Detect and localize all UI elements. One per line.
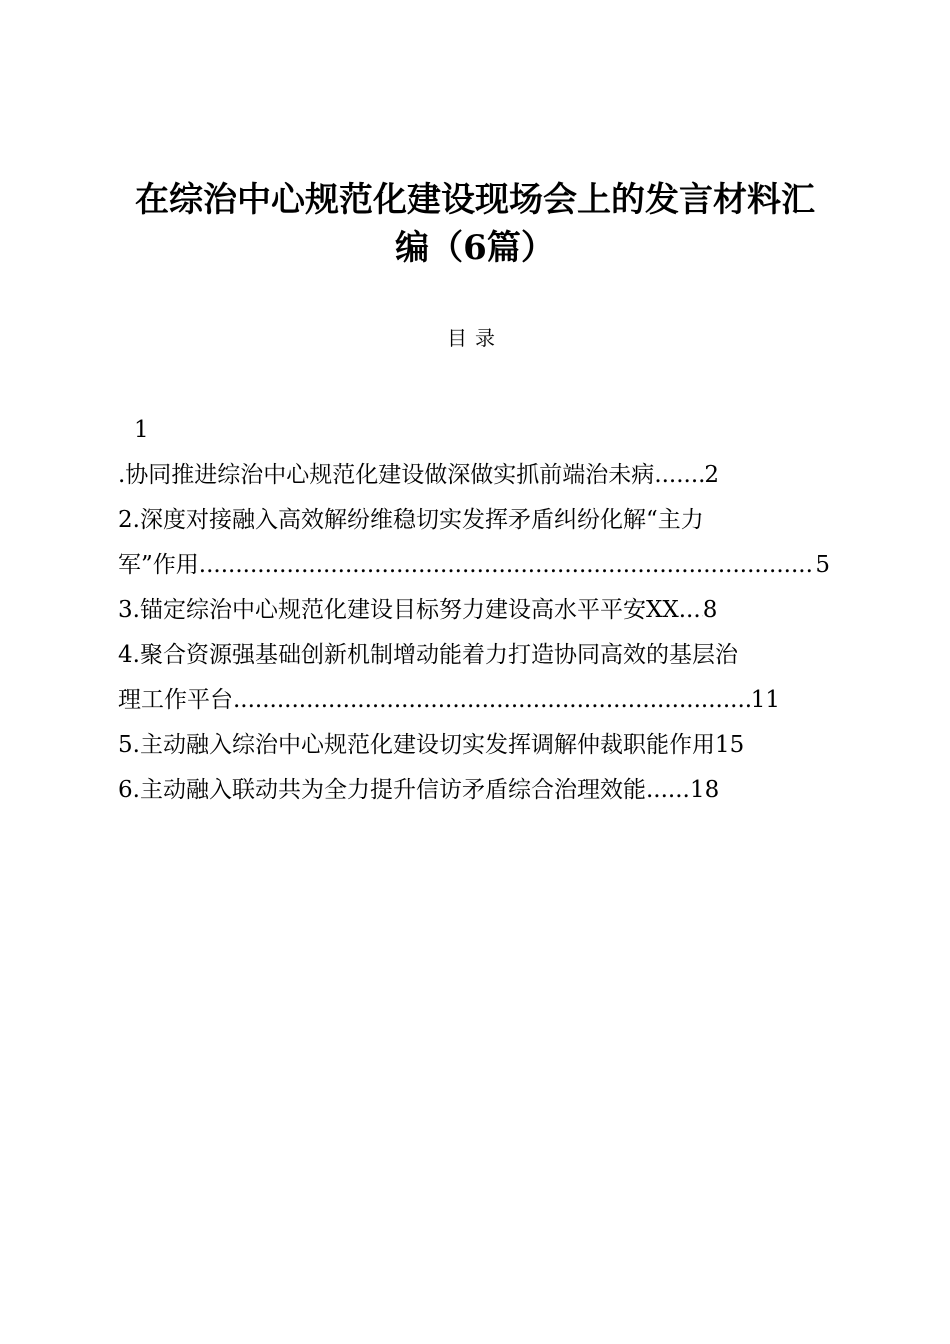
toc-entry-3-page: 8 [702, 597, 718, 623]
toc-entry-5-text: 5.主动融入综治中心规范化建设切实发挥调解仲裁职能作用 [118, 732, 715, 758]
toc-entry-4-line-1[interactable]: 4.聚合资源强基础创新机制增动能着力打造协同高效的基层治 [118, 642, 738, 668]
toc-entry-2[interactable] [118, 543, 830, 588]
toc-entry-2-line-1[interactable]: 2.深度对接融入高效解纷维稳切实发挥矛盾纠纷化解“主力 [118, 507, 704, 533]
table-of-contents [118, 408, 830, 813]
toc-leader-dots [233, 678, 751, 723]
toc-entry-1-page: 2 [704, 462, 719, 488]
toc-entry-1[interactable] [118, 453, 830, 498]
title-line-2: 编（6篇） [395, 228, 555, 268]
toc-entry-3[interactable] [118, 588, 830, 633]
toc-entry-2-text: 军”作用 [118, 552, 199, 578]
toc-entry-3-text: 3.锚定综治中心规范化建设目标努力建设高水平平安XX [118, 597, 679, 623]
toc-entry-5-page: 15 [714, 732, 745, 758]
title-line-1: 在综治中心规范化建设现场会上的发言材料汇 [135, 180, 815, 220]
toc-entry-5[interactable] [118, 723, 830, 768]
document-title [110, 176, 840, 272]
toc-entry-6[interactable] [118, 768, 830, 813]
toc-leader-dots [654, 453, 704, 498]
toc-entry-6-page: 18 [689, 777, 720, 803]
toc-entry-4-page: 11 [750, 687, 780, 713]
toc-entry-2-page: 5 [815, 552, 830, 578]
toc-entry-1-number: 1 [134, 417, 149, 443]
toc-leader-dots [679, 588, 703, 633]
toc-entry-4-text: 理工作平台 [118, 687, 233, 713]
toc-entry-6-text: 6.主动融入联动共为全力提升信访矛盾综合治理效能 [118, 777, 646, 803]
toc-leader-dots [646, 768, 690, 813]
toc-leader-dots [199, 543, 816, 588]
toc-entry-1-text: .协同推进综治中心规范化建设做深做实抓前端治未病 [118, 462, 655, 488]
toc-entry-4[interactable] [118, 678, 780, 723]
toc-heading: 目录 [447, 326, 503, 350]
